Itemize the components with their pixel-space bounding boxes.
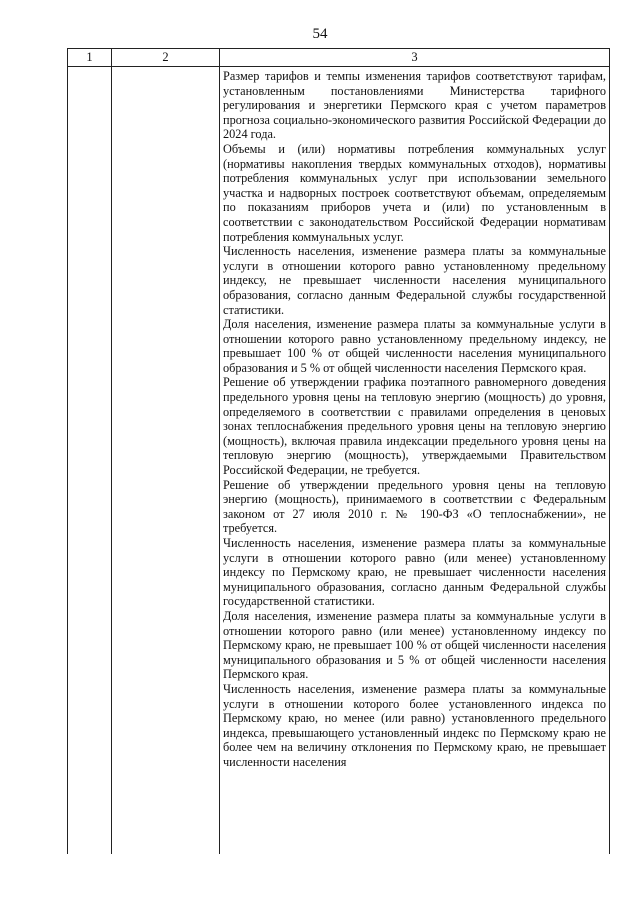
document-table [67, 48, 610, 854]
paragraph-share-equal-limit: Доля населения, изменение размера платы за коммунальные услуги в отношении которого равно установленному предельному индексу, не превышает 100 % от общей численности населения муниципального образования и 5 % от общей численности населения Пермского края. [223, 317, 606, 375]
table-body-row [68, 67, 609, 854]
paragraph-heat-price-limit: Решение об утверждении предельного уровня цены на тепловую энергию (мощность), принимаемого в соответствии с Федеральным законом от 27 июля 2010 г. № 190-ФЗ «О теплоснабжении», не требуется. [223, 477, 606, 536]
paragraph-population-above-index: Численность населения, изменение размера платы за коммунальные услуги в отношении которого более установленного индекса по Пермскому краю, но менее (или равно) установленного предельного индекса, превышающего установленный индекс по Пермскому краю не более чем на величину отклонения по Пермскому краю, не превышает численности населения [223, 681, 606, 769]
table-header-row [68, 49, 609, 67]
column-3-cell [220, 67, 609, 854]
column-header-2: 2 [112, 49, 220, 66]
paragraph-consumption-volumes: Объемы и (или) нормативы потребления коммунальных услуг (нормативы накопления твердых коммунальных отходов), нормативы потребления коммунальных услуг при использовании земельного участка и надворных построек соответствуют объемам, определяемым по показаниям приборов учета и (или) по установленным в соответствии с законодательством Российской Федерации нормативам потребления коммунальных услуг. [223, 141, 606, 244]
paragraph-share-regional-index: Доля населения, изменение размера платы за коммунальные услуги в отношении которого равно (или менее) установленному индексу по Пермскому краю, не превышает 100 % от общей численности населения муниципального образования и 5 % от общей численности населения Пермского края. [223, 608, 606, 682]
paragraph-population-equal-limit: Численность населения, изменение размера платы за коммунальные услуги в отношении которого равно установленному предельному индексу, не превышает численности населения муниципального образования, согласно данным Федеральной службы государственной статистики. [223, 244, 606, 317]
page-number: 54 [312, 26, 328, 42]
paragraph-tariffs: Размер тарифов и темпы изменения тарифов соответствуют тарифам, установленным постановлениями Министерства тарифного регулирования и энергетики Пермского края с учетом параметров прогноза социально-экономического развития Российской Федерации до 2024 года. [223, 69, 606, 142]
column-2-cell [112, 67, 220, 854]
column-header-1: 1 [68, 49, 112, 66]
column-1-cell [68, 67, 112, 854]
paragraph-heat-price-schedule: Решение об утверждении графика поэтапного равномерного доведения предельного уровня цены на тепловую энергию (мощность) до уровня, определяемого в соответствии с правилами определения в ценовых зонах теплоснабжения предельного уровня цены на тепловую энергию (мощность), включая правила индексации предельного уровня цены на тепловую энергию (мощность), утверждаемыми Правительством Российской Федерации, не требуется. [223, 375, 606, 478]
column-header-3: 3 [411, 50, 418, 64]
paragraph-population-regional-index: Численность населения, изменение размера платы за коммунальные услуги в отношении которого равно (или менее) установленному индексу по Пермскому краю, не превышает численности населения муниципального образования, согласно данным Федеральной службы государственной статистики. [223, 536, 606, 609]
